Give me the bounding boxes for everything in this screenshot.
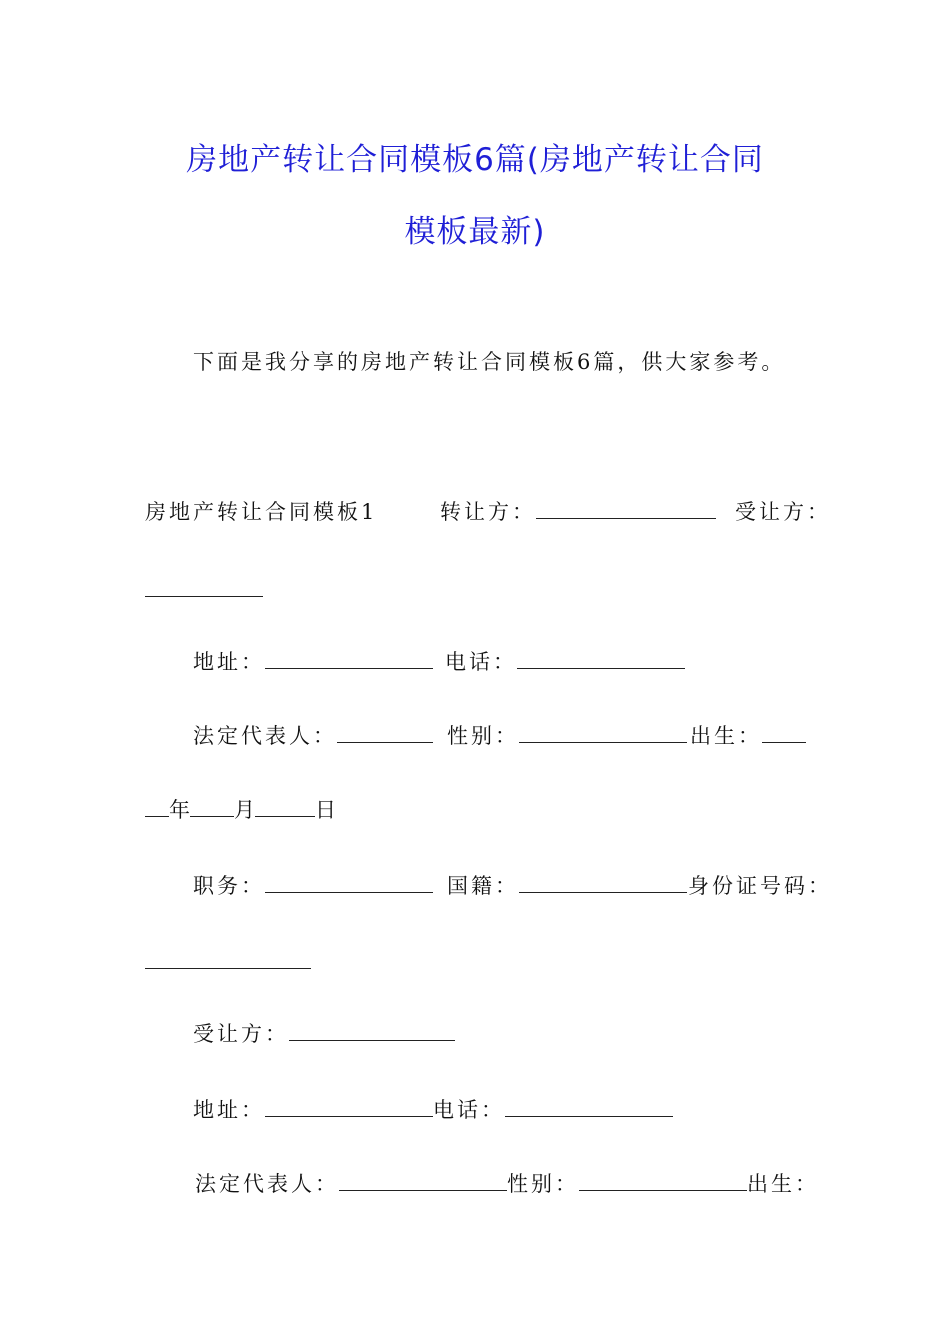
- position-blank: [265, 870, 433, 893]
- nationality-blank: [519, 870, 687, 893]
- phone-field-1: [445, 646, 685, 676]
- transferor-label: 转让方：: [440, 500, 536, 524]
- transferee-blank-line: [145, 574, 263, 602]
- birth-date-line: [145, 794, 336, 824]
- month-label: 月: [234, 798, 255, 822]
- id-number-blank-line: [145, 946, 311, 974]
- transferor-blank: [536, 496, 716, 519]
- address2-label: 地址：: [193, 1098, 265, 1122]
- birth-label: 出生：: [690, 724, 762, 748]
- document-title-line1: 房地产转让合同模板6篇(房地产转让合同: [186, 142, 764, 178]
- birth-field-1: [690, 720, 806, 750]
- year-label: 年: [169, 798, 190, 822]
- nationality-label: 国籍：: [447, 874, 519, 898]
- legal-rep2-label: 法定代表人：: [195, 1172, 339, 1196]
- legal-rep-blank: [337, 720, 433, 743]
- address-label: 地址：: [193, 650, 265, 674]
- intro-paragraph: 下面是我分享的房地产转让合同模板6篇，供大家参考。: [193, 350, 786, 374]
- transferee-field: [735, 496, 831, 526]
- gender2-label: 性别：: [507, 1172, 579, 1196]
- transferee-blank: [145, 574, 263, 597]
- legal-rep-label: 法定代表人：: [193, 724, 337, 748]
- phone-label: 电话：: [445, 650, 517, 674]
- gender-blank: [519, 720, 687, 743]
- id-number-field: [688, 870, 832, 900]
- gender2-blank: [579, 1168, 747, 1191]
- address-line-1: [193, 646, 433, 676]
- gender-label: 性别：: [447, 724, 519, 748]
- nationality-field: [447, 870, 687, 900]
- transferor-field: [440, 496, 716, 526]
- year-blank: [145, 794, 169, 817]
- id-number-blank: [145, 946, 311, 969]
- legal-rep2-blank: [339, 1168, 507, 1191]
- transferee2-label: 受让方：: [193, 1022, 289, 1046]
- id-number-label: 身份证号码：: [688, 874, 832, 898]
- day-blank: [255, 794, 315, 817]
- birth2-label: 出生：: [747, 1172, 819, 1196]
- legal-rep-line-2: [195, 1168, 819, 1198]
- position-line: [193, 870, 433, 900]
- contract-heading: 房地产转让合同模板1: [145, 500, 378, 524]
- phone-blank: [517, 646, 685, 669]
- birth-blank: [762, 720, 806, 743]
- address2-blank: [265, 1094, 433, 1117]
- transferee2-blank: [289, 1018, 455, 1041]
- position-label: 职务：: [193, 874, 265, 898]
- day-label: 日: [315, 798, 336, 822]
- legal-rep-line-1: [193, 720, 433, 750]
- address-blank: [265, 646, 433, 669]
- month-blank: [190, 794, 234, 817]
- gender-field-1: [447, 720, 687, 750]
- address-line-2: [193, 1094, 673, 1124]
- phone2-blank: [505, 1094, 673, 1117]
- transferee-label: 受让方：: [735, 500, 831, 524]
- phone2-label: 电话：: [433, 1098, 505, 1122]
- document-title-line2: 模板最新): [404, 214, 546, 250]
- transferee-line: [193, 1018, 455, 1048]
- contract-line-1: [145, 496, 377, 526]
